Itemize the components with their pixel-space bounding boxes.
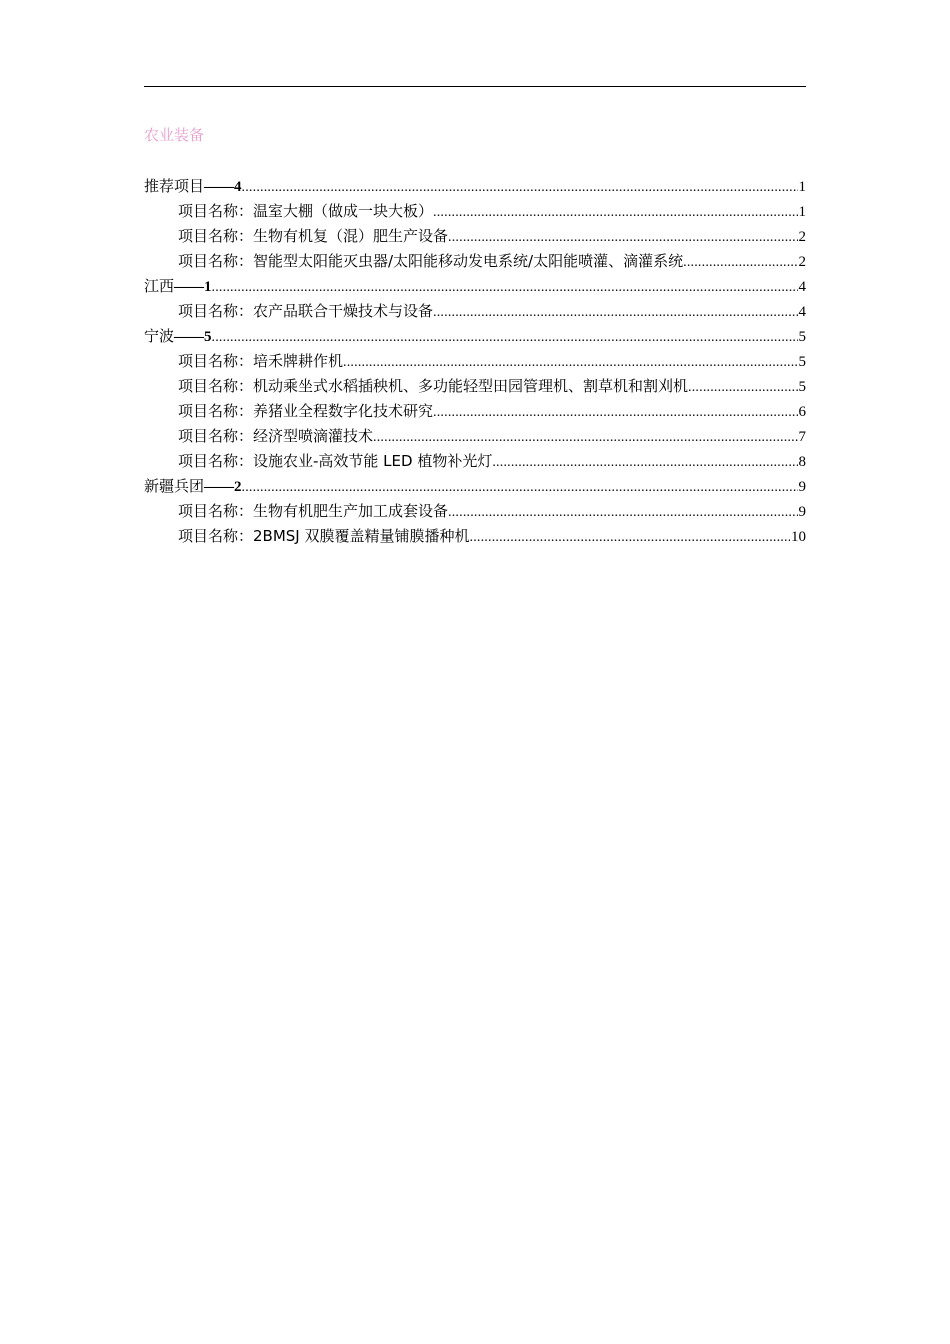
toc-page-number: 1	[798, 204, 806, 220]
toc-entry[interactable]	[144, 450, 806, 475]
dot-leader	[492, 452, 797, 474]
toc-entry[interactable]	[144, 500, 806, 525]
toc-entry-title: 江西——1	[144, 277, 212, 295]
toc-entry[interactable]	[144, 300, 806, 325]
dot-leader	[242, 177, 798, 199]
toc-page-number: 5	[798, 329, 806, 345]
toc-page-number: 2	[798, 229, 806, 245]
toc-page-number: 8	[798, 454, 806, 470]
dot-leader	[373, 427, 797, 449]
toc-entry-title: 项目名称：经济型喷滴灌技术	[178, 427, 374, 445]
dot-leader	[688, 377, 797, 399]
toc-entry-title: 项目名称：温室大棚（做成一块大板）	[178, 202, 434, 220]
toc-entry-title: 项目名称：机动乘坐式水稻插秧机、多功能轻型田园管理机、割草机和割刈机	[178, 377, 689, 395]
dot-leader	[433, 302, 797, 324]
toc-entry[interactable]	[144, 425, 806, 450]
toc-entry[interactable]	[144, 200, 806, 225]
toc-entry[interactable]	[144, 350, 806, 375]
toc-entry[interactable]	[144, 525, 806, 550]
toc-entry[interactable]	[144, 400, 806, 425]
toc-entry-title: 推荐项目——4	[144, 177, 242, 195]
toc-entry[interactable]	[144, 375, 806, 400]
toc-entry-title: 项目名称：智能型太阳能灭虫器/太阳能移动发电系统/太阳能喷灌、滴灌系统	[178, 252, 684, 270]
toc-entry[interactable]	[144, 175, 806, 200]
toc-entry-title: 项目名称：养猪业全程数字化技术研究	[178, 402, 434, 420]
toc-entry[interactable]	[144, 475, 806, 500]
toc-entry-title: 项目名称：生物有机肥生产加工成套设备	[178, 502, 449, 520]
toc-entry[interactable]	[144, 250, 806, 275]
toc-entry-title: 项目名称：设施农业-高效节能 LED 植物补光灯	[178, 452, 493, 470]
toc-entry-title: 项目名称：2BMSJ 双膜覆盖精量铺膜播种机	[178, 527, 470, 545]
toc-page-number: 2	[798, 254, 806, 270]
dot-leader	[433, 402, 797, 424]
toc-page-number: 5	[798, 379, 806, 395]
toc-page-number: 5	[798, 354, 806, 370]
toc-page-number: 9	[798, 504, 806, 520]
dot-leader	[242, 477, 798, 499]
header-divider	[144, 86, 806, 87]
toc-entry-title: 项目名称：生物有机复（混）肥生产设备	[178, 227, 449, 245]
toc-entry[interactable]	[144, 325, 806, 350]
dot-leader	[448, 502, 797, 524]
dot-leader	[433, 202, 797, 224]
toc-entry[interactable]	[144, 275, 806, 300]
table-of-contents	[144, 175, 806, 550]
toc-entry[interactable]	[144, 225, 806, 250]
toc-entry-title: 新疆兵团——2	[144, 477, 242, 495]
dot-leader	[448, 227, 797, 249]
section-heading: 农业装备	[144, 126, 205, 144]
dot-leader	[343, 352, 797, 374]
toc-page-number: 10	[791, 529, 806, 545]
toc-page-number: 9	[798, 479, 806, 495]
dot-leader	[212, 327, 798, 349]
toc-entry-title: 宁波——5	[144, 327, 212, 345]
toc-page-number: 4	[798, 279, 806, 295]
toc-page-number: 1	[798, 179, 806, 195]
dot-leader	[683, 252, 797, 274]
toc-page-number: 4	[798, 304, 806, 320]
toc-entry-title: 项目名称：培禾牌耕作机	[178, 352, 344, 370]
dot-leader	[212, 277, 798, 299]
dot-leader	[470, 527, 791, 549]
toc-entry-title: 项目名称：农产品联合干燥技术与设备	[178, 302, 434, 320]
toc-page-number: 7	[798, 429, 806, 445]
toc-page-number: 6	[798, 404, 806, 420]
